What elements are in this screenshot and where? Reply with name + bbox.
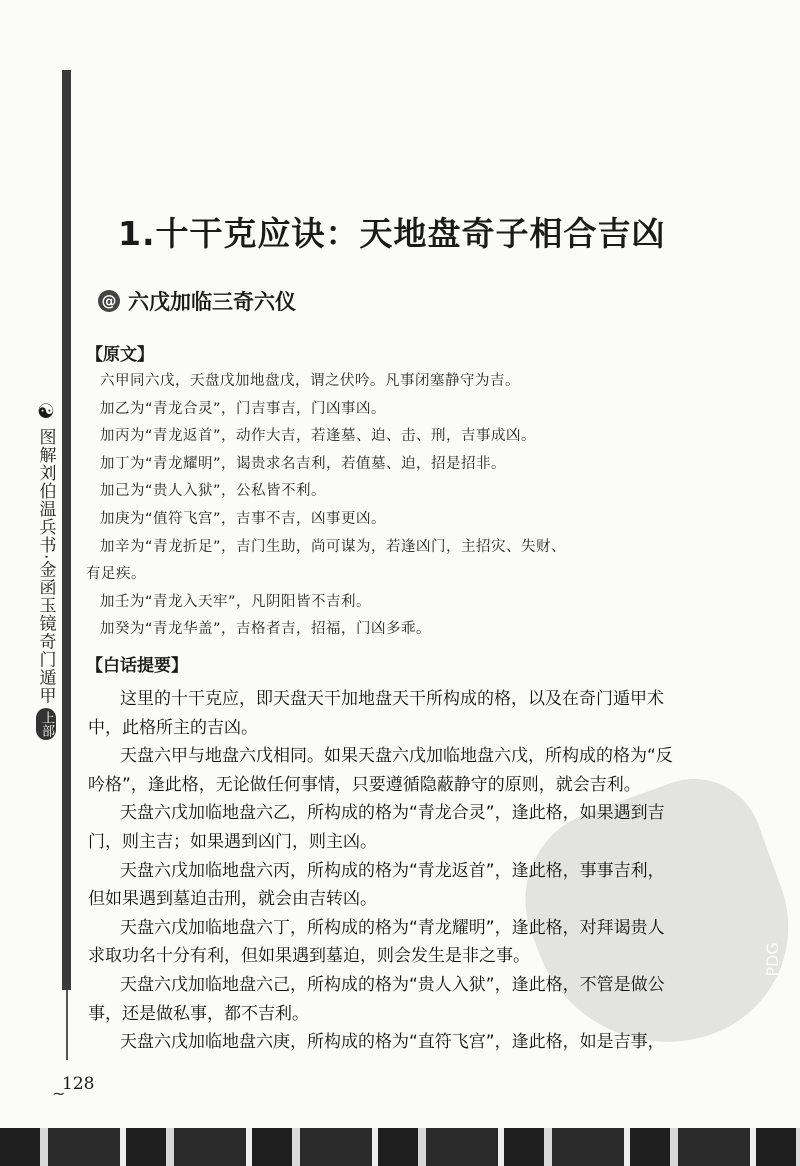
subheading-text: 六戊加临三奇六仪 <box>128 290 296 314</box>
chapter-title: 1.十干克应诀：天地盘奇子相合吉凶 <box>118 214 666 253</box>
yuanwen-line: 有足疾。 <box>86 566 146 583</box>
baihua-line: 天盘六戊加临地盘六庚，所构成的格为“直符飞宫”，逢此格，如是吉事， <box>120 1032 665 1053</box>
baihua-line: 这里的十干克应，即天盘天干加地盘天干所构成的格，以及在奇门遁甲术 <box>120 689 664 709</box>
yuanwen-line: 加辛为“青龙折足”，吉门生助，尚可谋为，若逢凶门，主招灾、失财、 <box>100 538 567 555</box>
scan-edge <box>0 1128 800 1166</box>
baihua-line: 但如果遇到墓迫击刑，就会由吉转凶。 <box>88 889 377 910</box>
spiral-icon: @ <box>98 290 120 312</box>
baihua-line: 天盘六戊加临地盘六乙，所构成的格为“青龙合灵”，逢此格，如果遇到吉 <box>120 803 665 824</box>
baihua-line: 天盘六戊加临地盘六丙，所构成的格为“青龙返首”，逢此格，事事吉利， <box>120 860 665 881</box>
yuanwen-line: 加己为“贵人入狱”，公私皆不利。 <box>100 483 327 500</box>
yin-yang-icon: ☯ <box>37 399 55 423</box>
yuanwen-line: 加庚为“值符飞宫”，吉事不吉，凶事更凶。 <box>100 511 387 527</box>
volume-badge: 上部 <box>36 708 56 740</box>
section-subheading <box>98 286 296 316</box>
page-ornament: ~ <box>52 1084 66 1103</box>
baihua-line: 天盘六甲与地盘六戊相同。如果天盘六戊加临地盘六戊，所构成的格为“反 <box>120 746 673 767</box>
baihua-heading: 【白话提要】 <box>86 656 188 676</box>
side-running-title <box>33 400 59 740</box>
yuanwen-line: 六甲同六戊，天盘戊加地盘戊，谓之伏吟。凡事闭塞静守为吉。 <box>100 373 520 389</box>
margin-bar <box>62 70 71 990</box>
baihua-line: 中，此格所主的吉凶。 <box>88 717 258 738</box>
book-title: 图解刘伯温兵书·金函玉镜奇门遁甲 <box>35 428 56 705</box>
yuanwen-line: 加壬为“青龙入天牢”，凡阴阳皆不吉利。 <box>100 593 372 610</box>
baihua-line: 吟格”，逢此格，无论做任何事情，只要遵循隐蔽静守的原则，就会吉利。 <box>88 774 641 795</box>
baihua-line: 门，则主吉；如果遇到凶门，则主凶。 <box>88 832 377 852</box>
page-number: 128 <box>62 1074 95 1094</box>
yuanwen-line: 加丁为“青龙耀明”，谒贵求名吉利，若值墓、迫，招是招非。 <box>100 455 507 472</box>
yuanwen-line: 加丙为“青龙返首”，动作大吉，若逢墓、迫、击、刑，吉事成凶。 <box>100 428 537 445</box>
baihua-line: 求取功名十分有利，但如果遇到墓迫，则会发生是非之事。 <box>88 946 530 967</box>
baihua-line: 事，还是做私事，都不吉利。 <box>88 1003 309 1024</box>
baihua-line: 天盘六戊加临地盘六己，所构成的格为“贵人入狱”，逢此格，不管是做公 <box>120 975 665 995</box>
baihua-line: 天盘六戊加临地盘六丁，所构成的格为“青龙耀明”，逢此格，对拜谒贵人 <box>120 917 665 938</box>
watermark-text: PDG <box>762 942 782 977</box>
yuanwen-line: 加癸为“青龙华盖”，吉格者吉，招福，门凶多乖。 <box>100 621 432 638</box>
yuanwen-line: 加乙为“青龙合灵”，门吉事吉，门凶事凶。 <box>100 400 387 417</box>
yuanwen-heading: 【原文】 <box>86 345 154 365</box>
